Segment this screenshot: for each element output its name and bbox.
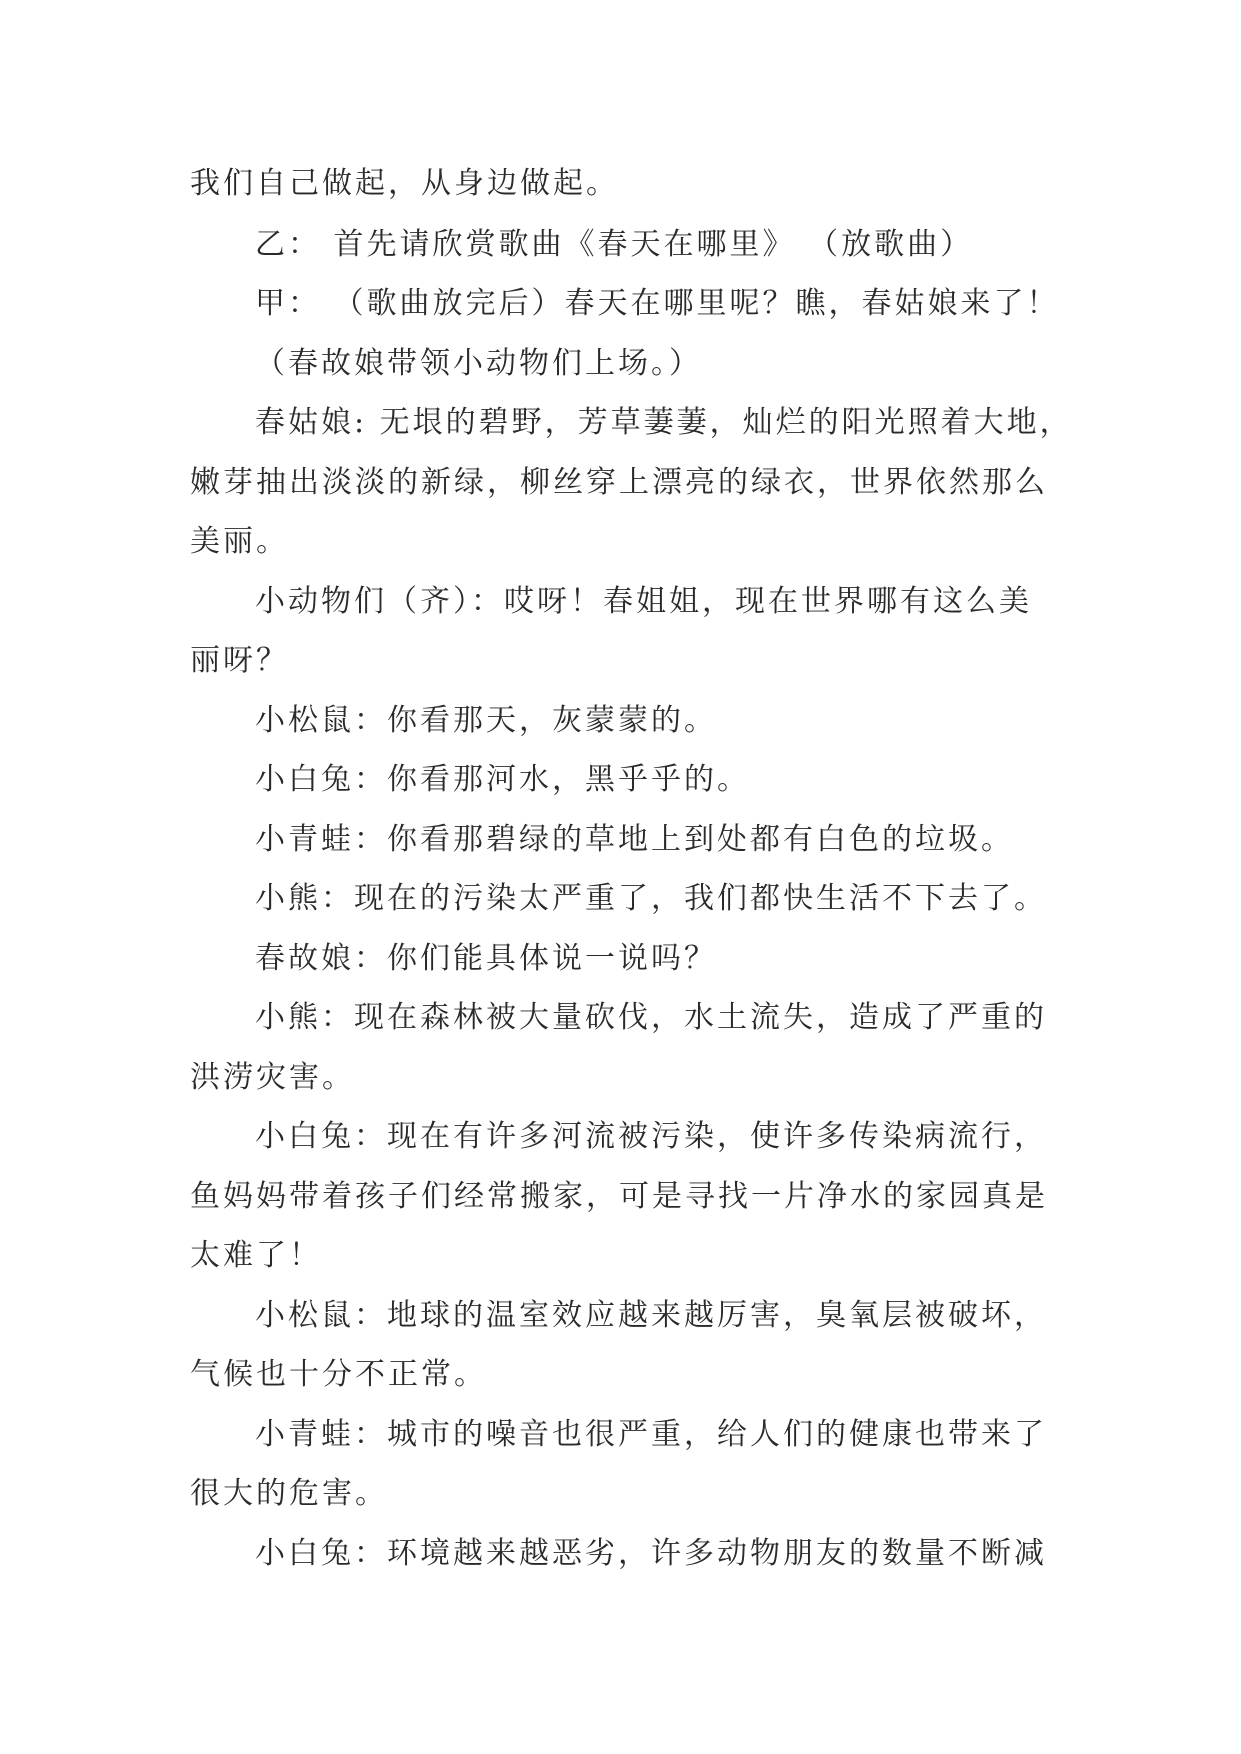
text-line: 美丽。 <box>190 524 289 559</box>
text-line: 鱼妈妈带着孩子们经常搬家，可是寻找一片净水的家园真是 <box>190 1179 1048 1214</box>
text-line: 小动物们（齐）：哎呀！春姐姐，现在世界哪有这么美 <box>255 584 1032 619</box>
text-line: 春故娘：你们能具体说一说吗？ <box>255 941 717 976</box>
text-line: 春姑娘: 无垠的碧野，芳草萋萋，灿烂的阳光照着大地， <box>255 405 1073 440</box>
text-line: 甲： （歌曲放完后）春天在哪里呢？瞧，春姑娘来了！ <box>255 286 1060 321</box>
text-line: 乙： 首先请欣赏歌曲《春天在哪里》 （放歌曲） <box>255 227 974 262</box>
text-line: 小熊：现在森林被大量砍伐，水土流失，造成了严重的 <box>255 1000 1047 1035</box>
text-line: 很大的危害。 <box>190 1476 388 1511</box>
text-line: 气候也十分不正常。 <box>190 1357 487 1392</box>
text-line: 我们自己做起，从身边做起。 <box>190 166 619 201</box>
text-line: 洪涝灾害。 <box>190 1060 355 1095</box>
text-line: 小松鼠：你看那天，灰蒙蒙的。 <box>255 703 717 738</box>
text-line: 嫩芽抽出淡淡的新绿，柳丝穿上漂亮的绿衣，世界依然那么 <box>190 465 1048 500</box>
text-line: 丽呀？ <box>190 643 289 678</box>
text-line: 小白兔：环境越来越恶劣，许多动物朋友的数量不断减 <box>255 1536 1047 1571</box>
text-line: 小白兔：你看那河水，黑乎乎的。 <box>255 762 750 797</box>
text-line: 小青蛙：你看那碧绿的草地上到处都有白色的垃圾。 <box>255 822 1014 857</box>
text-line: 小白兔：现在有许多河流被污染，使许多传染病流行， <box>255 1119 1047 1154</box>
text-line: 小熊：现在的污染太严重了，我们都快生活不下去了。 <box>255 881 1047 916</box>
text-line: 小青蛙：城市的噪音也很严重，给人们的健康也带来了 <box>255 1417 1047 1452</box>
text-line: 太难了！ <box>190 1238 322 1273</box>
text-line: 小松鼠：地球的温室效应越来越厉害，臭氧层被破坏， <box>255 1298 1047 1333</box>
text-line: （春故娘带领小动物们上场。） <box>255 346 702 381</box>
